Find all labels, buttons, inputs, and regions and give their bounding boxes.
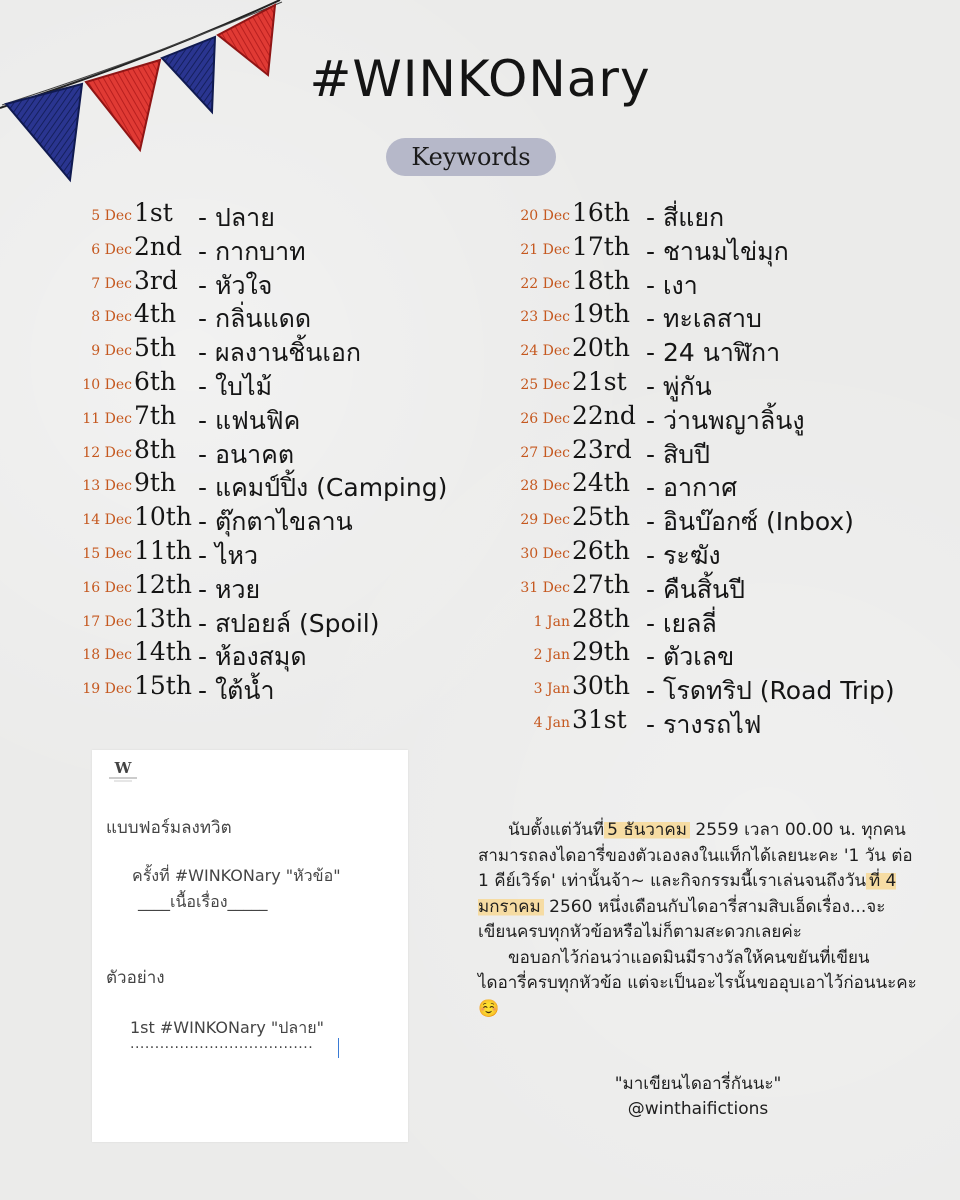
row-date: 17 Dec [82, 613, 132, 630]
row-keyword: - แคมป์ปิ้ง (Camping) [198, 473, 448, 503]
row-keyword: - ทะเลสาบ [646, 304, 762, 334]
row-day: 1st [134, 198, 173, 227]
row-day: 20th [572, 333, 630, 363]
keywords-badge: Keywords [386, 138, 556, 176]
row-day: 2nd [134, 231, 183, 261]
row-date: 3 Jan [533, 681, 570, 698]
row-day: 24th [572, 468, 630, 498]
desc-text-b: 2559 เวลา 00.00 น. ทุกคนสามารถลงไดอารี่ของตัวเองลงในแท็กได้เลยนะคะ '1 วัน ต่อ 1 คีย์เวิร์ด' เท่านั้นจ้า~ และกิจกรรมนี้เราเล่นจนถึงวัน [478, 820, 913, 891]
row-keyword: - สี่แยก [646, 203, 725, 232]
winthaifictions-logo [106, 758, 140, 784]
row-keyword: - พู่กัน [646, 371, 712, 401]
row-keyword: - โรดทริป (Road Trip) [646, 676, 895, 706]
row-day: 9th [134, 468, 177, 498]
row-keyword: - ไหว [198, 540, 259, 570]
example-heading: ตัวอย่าง [106, 968, 165, 988]
row-day: 30th [572, 671, 630, 701]
row-date: 27 Dec [520, 444, 570, 461]
row-date: 18 Dec [82, 647, 132, 664]
row-keyword: - ห้องสมุด [198, 642, 307, 672]
row-date: 30 Dec [520, 545, 570, 562]
form-heading: แบบฟอร์มลงทวิต [106, 818, 232, 838]
row-keyword: - ว่านพญาลิ้นงู [646, 405, 805, 435]
row-keyword: - ตัวเลข [646, 642, 735, 672]
row-day: 8th [134, 434, 177, 464]
row-date: 1 Jan [533, 613, 570, 630]
row-keyword: - รางรถไฟ [646, 709, 762, 739]
row-day: 10th [134, 502, 192, 532]
row-date: 4 Jan [533, 714, 570, 731]
row-date: 10 Dec [82, 376, 132, 393]
logo-letter: W [114, 759, 132, 777]
row-day: 27th [572, 569, 630, 599]
row-date: 22 Dec [520, 275, 570, 292]
row-day: 11th [134, 535, 192, 565]
row-day: 25th [572, 502, 630, 532]
row-keyword: - หัวใจ [198, 270, 273, 300]
row-keyword: - ระฆัง [646, 540, 721, 570]
row-keyword: - อากาศ [646, 473, 738, 503]
row-day: 23rd [572, 434, 632, 464]
row-keyword: - ตุ๊กตาไขลาน [198, 507, 353, 537]
row-date: 9 Dec [91, 343, 132, 360]
highlight-start-date: 5 ธันวาคม [604, 820, 690, 840]
row-day: 26th [572, 535, 630, 565]
row-date: 13 Dec [82, 478, 132, 495]
form-line-2: ____เนื้อเรื่อง_____ [138, 892, 268, 911]
row-keyword: - หวย [198, 574, 261, 604]
row-date: 25 Dec [520, 376, 570, 393]
row-day: 5th [134, 333, 177, 363]
row-keyword: - เงา [646, 270, 698, 300]
row-day: 31st [572, 704, 627, 734]
row-keyword: - ผลงานชิ้นเอก [198, 338, 362, 368]
row-date: 7 Dec [91, 275, 132, 292]
row-keyword: - ปลาย [198, 203, 275, 232]
row-date: 19 Dec [82, 681, 132, 698]
row-day: 29th [572, 637, 630, 667]
row-date: 5 Dec [91, 208, 132, 224]
row-day: 15th [134, 671, 192, 701]
tweet-form-example-card [92, 750, 408, 1142]
row-date: 12 Dec [82, 444, 132, 461]
row-day: 22nd [572, 400, 636, 430]
row-keyword: - ใต้น้ำ [198, 676, 275, 706]
row-day: 21st [572, 366, 627, 396]
row-keyword: - 24 นาฬิกา [646, 338, 781, 368]
row-day: 12th [134, 569, 192, 599]
row-keyword: - อินบ๊อกซ์ (Inbox) [646, 507, 854, 537]
activity-description [478, 818, 918, 1022]
row-keyword: - แฟนฟิค [198, 405, 301, 435]
row-day: 13th [134, 603, 192, 633]
example-line-2: ..................................... [130, 1036, 314, 1052]
row-date: 14 Dec [82, 512, 132, 529]
page-title: #WINKONary [309, 50, 651, 108]
row-day: 19th [572, 299, 630, 329]
desc-text-c: 2560 หนึ่งเดือนกับไดอารี่สามสิบเอ็ดเรื่อง...จะเขียนครบทุกหัวข้อหรือไม่ก็ตามสะดวกเลยค่ะ [478, 896, 886, 942]
row-day: 6th [134, 366, 177, 396]
text-caret [338, 1038, 339, 1058]
row-day: 18th [572, 265, 630, 295]
row-keyword: - กลิ่นแดด [198, 304, 312, 334]
description-paragraph-2: ขอบอกไว้ก่อนว่าแอดมินมีรางวัลให้คนขยันที่เขียนไดอารี่ครบทุกหัวข้อ แต่จะเป็นอะไรนั้นขออุบเอาไว้ก่อนนะคะ ☺️ [478, 947, 917, 1019]
closing-block [478, 1072, 918, 1122]
row-date: 24 Dec [520, 343, 570, 360]
row-keyword: - อนาคต [198, 439, 295, 469]
row-date: 16 Dec [82, 579, 132, 596]
desc-text-a: นับตั้งแต่วันที่ [508, 820, 605, 840]
highlight-end-date: ที่ 4 มกราคม [478, 871, 897, 917]
row-keyword: - กากบาท [198, 236, 306, 266]
row-date: 29 Dec [520, 512, 570, 529]
row-date: 23 Dec [520, 309, 570, 326]
row-keyword: - เยลลี่ [646, 608, 717, 638]
row-date: 21 Dec [520, 241, 570, 258]
twitter-handle: @winthaifictions [627, 1099, 769, 1119]
row-keyword: - สปอยล์ (Spoil) [198, 608, 380, 638]
row-date: 11 Dec [82, 410, 132, 427]
row-day: 17th [572, 231, 630, 261]
row-day: 3rd [134, 265, 178, 295]
closing-quote: "มาเขียนไดอารี่กันนะ" [614, 1074, 782, 1094]
row-keyword: - คืนสิ้นปี [646, 574, 745, 604]
row-day: 4th [134, 299, 177, 329]
row-date: 2 Jan [533, 647, 570, 664]
row-date: 6 Dec [91, 241, 132, 258]
row-date: 31 Dec [520, 579, 570, 596]
example-line-1: 1st #WINKONary "ปลาย" [130, 1018, 324, 1037]
row-date: 8 Dec [91, 309, 132, 326]
row-day: 16th [572, 198, 630, 227]
row-date: 15 Dec [82, 545, 132, 562]
row-keyword: - ชานมไข่มุก [646, 236, 789, 266]
form-line-1: ครั้งที่ #WINKONary "หัวข้อ" [132, 866, 341, 885]
row-day: 28th [572, 603, 630, 633]
row-date: 28 Dec [520, 478, 570, 495]
row-day: 7th [134, 400, 177, 430]
description-paragraph-1 [478, 818, 918, 946]
row-date: 26 Dec [520, 410, 570, 427]
row-keyword: - สิบปี [646, 439, 710, 469]
row-date: 20 Dec [520, 208, 570, 224]
row-keyword: - ใบไม้ [198, 371, 273, 401]
row-day: 14th [134, 637, 192, 667]
